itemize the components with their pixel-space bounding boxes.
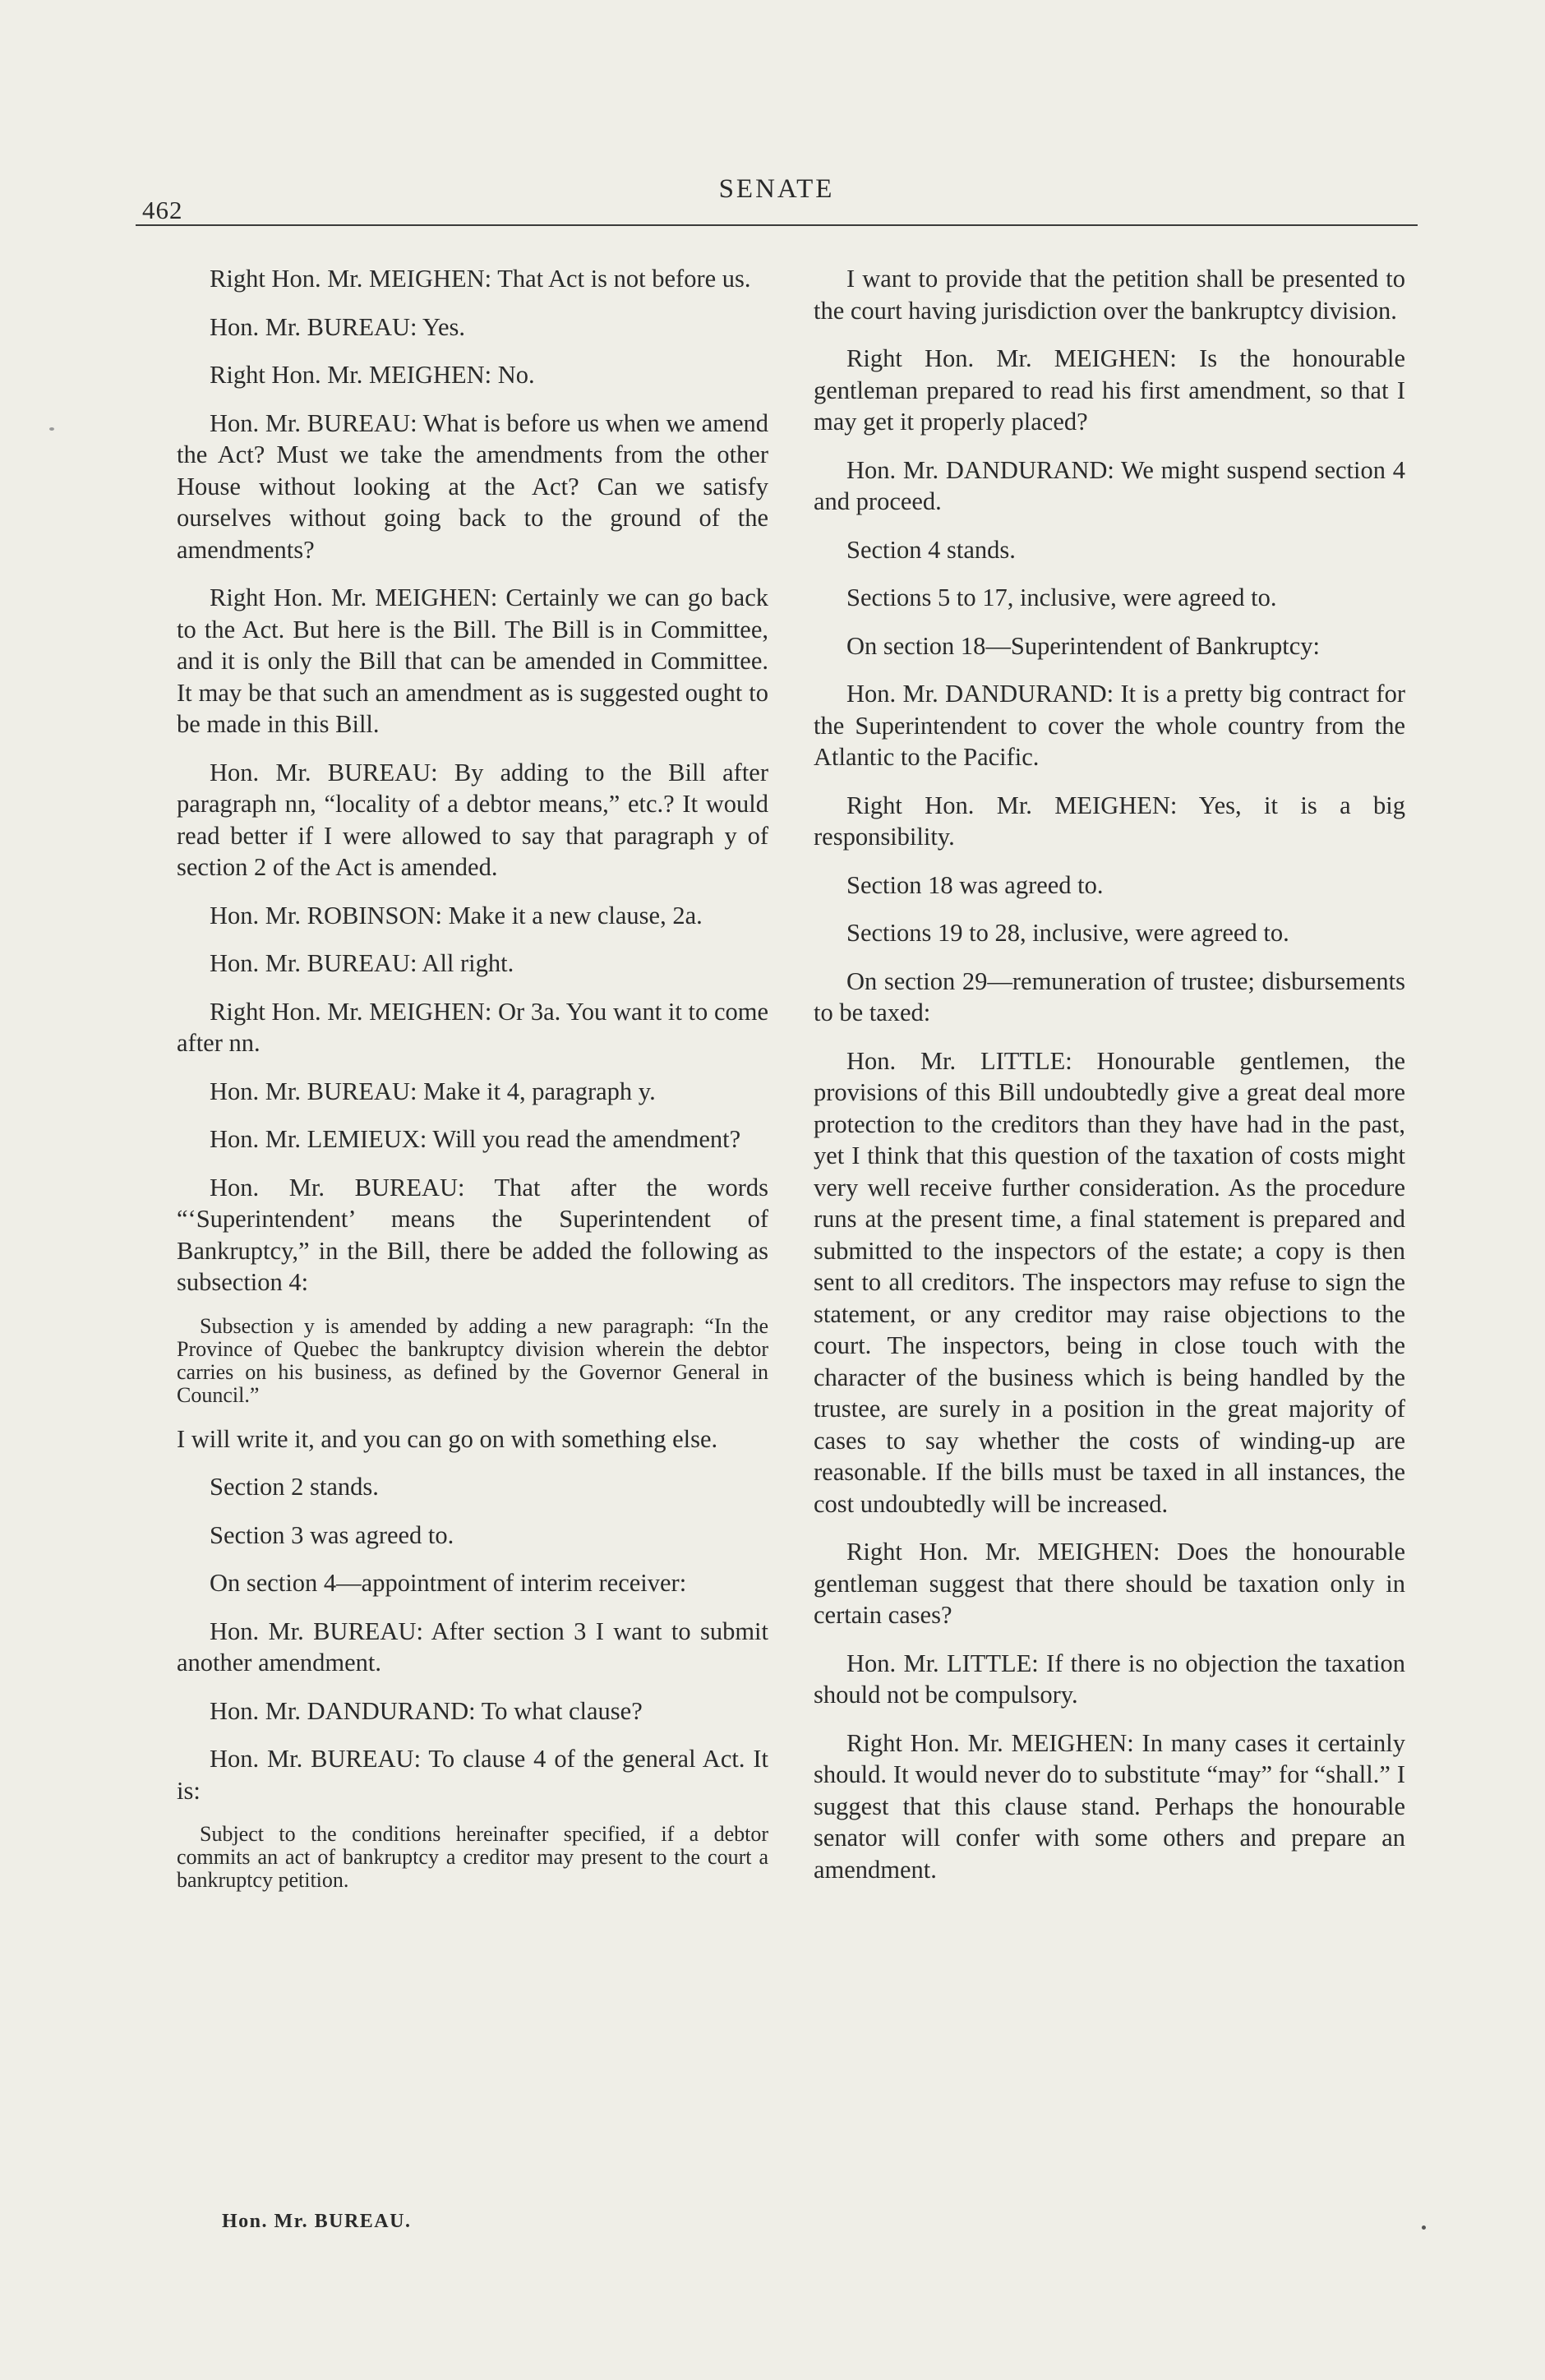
- paragraph: Section 4 stands.: [846, 535, 1016, 564]
- quoted-text: Subject to the conditions hereinafter specified, if a debtor commits an act of bankruptcy a creditor may present to the court a bankruptcy petition.: [177, 1822, 768, 1892]
- paragraph: I want to provide that the petition shall be presented to the court having jurisdiction over the bankruptcy division.: [814, 265, 1405, 325]
- paragraph: Hon. Mr. BUREAU: Make it 4, paragraph y.: [210, 1077, 656, 1105]
- paragraph: On section 29—remuneration of trustee; disbursements to be taxed:: [814, 966, 1405, 1026]
- footer-speaker-name: Hon. Mr. BUREAU.: [222, 2211, 412, 2232]
- paragraph: Hon. Mr. BUREAU: What is before us when we amend the Act? Must we take the amendments from the other House without looking at the Act? Can we satisfy ourselves without going back to the ground of the amendments?: [177, 408, 768, 564]
- page-header: [136, 173, 1418, 222]
- paragraph: Right Hon. Mr. MEIGHEN: Does the honourable gentleman suggest that there should be taxation only in certain cases?: [814, 1538, 1405, 1629]
- paragraph: Hon. Mr. ROBINSON: Make it a new clause, 2a.: [210, 901, 703, 929]
- paper-spot: [49, 427, 54, 431]
- paragraph: Right Hon. Mr. MEIGHEN: In many cases it certainly should. It would never do to substitute “may” for “shall.” I suggest that this clause stand. Perhaps the honourable senator will confer with some others and prepare an amendment.: [814, 1728, 1405, 1884]
- left-column: [177, 263, 768, 1908]
- paragraph: On section 18—Superintendent of Bankruptcy:: [846, 631, 1321, 660]
- paragraph: Hon. Mr. LEMIEUX: Will you read the amendment?: [210, 1125, 741, 1153]
- paragraph: Right Hon. Mr. MEIGHEN: That Act is not before us.: [210, 265, 751, 293]
- paragraph: Right Hon. Mr. MEIGHEN: No.: [210, 361, 535, 389]
- paragraph: Hon. Mr. BUREAU: All right.: [210, 949, 514, 977]
- paragraph: On section 4—appointment of interim receiver:: [210, 1569, 687, 1597]
- running-head: SENATE: [718, 174, 835, 204]
- paragraph: Right Hon. Mr. MEIGHEN: Or 3a. You want it to come after nn.: [177, 997, 768, 1057]
- paragraph: Hon. Mr. BUREAU: After section 3 I want to submit another amendment.: [177, 1617, 768, 1677]
- paragraph: Hon. Mr. BUREAU: Yes.: [210, 312, 465, 341]
- paragraph: Hon. Mr. BUREAU: That after the words “‘Superintendent’ means the Superintendent of Bankruptcy,” in the Bill, there be added the following as subsection 4:: [177, 1173, 768, 1296]
- paragraph: Hon. Mr. LITTLE: If there is no objection the taxation should not be compulsory.: [814, 1649, 1405, 1709]
- paragraph: Section 2 stands.: [210, 1473, 379, 1501]
- paragraph: Sections 5 to 17, inclusive, were agreed to.: [846, 583, 1277, 611]
- paragraph: Hon. Mr. BUREAU: To clause 4 of the general Act. It is:: [177, 1745, 768, 1805]
- paragraph: Right Hon. Mr. MEIGHEN: Is the honourable gentleman prepared to read his first amendment, so that I may get it properly placed?: [814, 344, 1405, 436]
- quoted-text: Subsection y is amended by adding a new paragraph: “In the Province of Quebec the bankruptcy division wherein the debtor carries on his business, as defined by the Governor General in Council.”: [177, 1313, 768, 1407]
- paragraph: Right Hon. Mr. MEIGHEN: Yes, it is a big responsibility.: [814, 791, 1405, 851]
- right-column: [814, 263, 1405, 1902]
- stray-mark: [1422, 2225, 1426, 2230]
- paragraph: Right Hon. Mr. MEIGHEN: Certainly we can go back to the Act. But here is the Bill. The Bill is in Committee, and it is only the Bill that can be amended in Committee. It may be that such an amendment as is suggested ought to be made in this Bill.: [177, 583, 768, 738]
- paragraph: Sections 19 to 28, inclusive, were agreed to.: [846, 919, 1289, 947]
- paragraph: Section 3 was agreed to.: [210, 1520, 454, 1549]
- paragraph: Hon. Mr. BUREAU: By adding to the Bill after paragraph nn, “locality of a debtor means,” etc.? It would read better if I were allowed to say that paragraph y of section 2 of the Act is amended.: [177, 758, 768, 881]
- paragraph: I will write it, and you can go on with something else.: [177, 1424, 718, 1453]
- paragraph: Hon. Mr. DANDURAND: To what clause?: [210, 1696, 643, 1725]
- paragraph: Hon. Mr. LITTLE: Honourable gentlemen, the provisions of this Bill undoubtedly give a great deal more protection to the creditors than they have had in the past, yet I think that this question of the taxation of costs might very well receive further consideration. As the procedure runs at the present time, a final statement is prepared and submitted to the inspectors of the estate; a copy is then sent to all creditors. The inspectors may refuse to sign the statement, or any creditor may raise objections to the court. The inspectors, being in close touch with the character of the business which is being handled by the trustee, are surely in a position in the great majority of cases to say whether the costs of winding-up are reasonable. If the bills must be taxed in all instances, the cost undoubtedly will be increased.: [814, 1046, 1405, 1518]
- paragraph: Section 18 was agreed to.: [846, 870, 1104, 899]
- paragraph: Hon. Mr. DANDURAND: It is a pretty big contract for the Superintendent to cover the whole country from the Atlantic to the Pacific.: [814, 680, 1405, 771]
- page-number: 462: [142, 196, 183, 224]
- header-rule: [136, 224, 1418, 226]
- paragraph: Hon. Mr. DANDURAND: We might suspend section 4 and proceed.: [814, 455, 1405, 515]
